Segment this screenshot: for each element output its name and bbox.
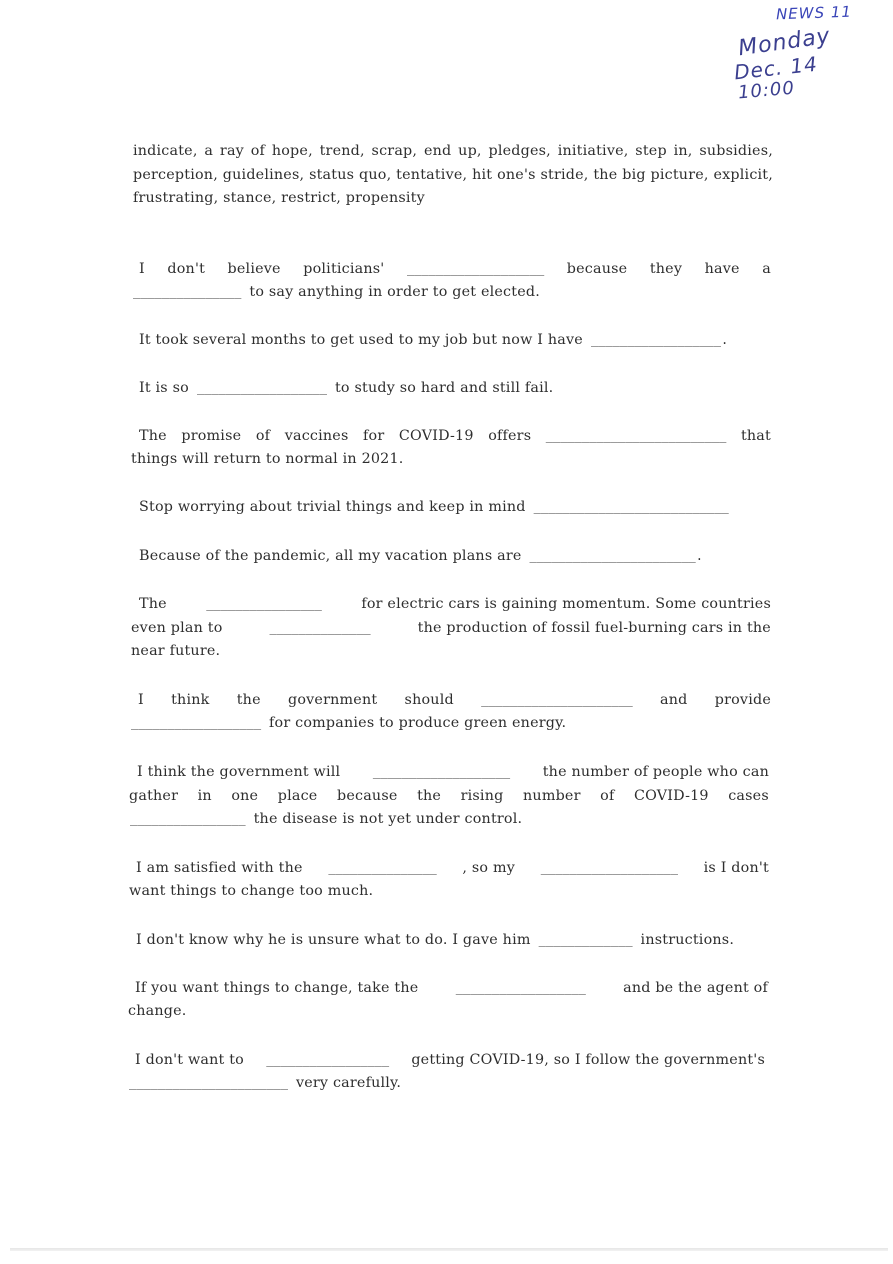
word: offers [488, 428, 532, 444]
question-11 [136, 929, 778, 953]
question-4 [139, 425, 771, 449]
word: government [287, 692, 378, 708]
question-10 [136, 857, 769, 881]
question-line [139, 545, 781, 569]
question-line [139, 377, 781, 401]
answer-blank[interactable]: _______________ [133, 285, 242, 299]
answer-blank[interactable]: __________________ [131, 716, 262, 730]
answer-blank[interactable]: ________________ [130, 812, 246, 826]
question-4-line-2 [131, 448, 773, 472]
question-line [139, 258, 771, 282]
word: promise [181, 428, 242, 444]
question-line [139, 496, 781, 520]
answer-blank[interactable]: _______________ [328, 861, 437, 875]
word: number [523, 788, 581, 804]
answer-blank[interactable]: _________________ [266, 1053, 390, 1067]
question-text: change. [128, 1003, 187, 1019]
question-line [138, 689, 771, 713]
word: don't [167, 261, 206, 277]
question-13-line-2 [129, 1072, 771, 1096]
question-2 [139, 329, 781, 353]
question-text: I think the government will [137, 764, 341, 780]
question-text: the number of people who can [542, 764, 769, 780]
question-1 [139, 258, 771, 282]
question-text: is I don't [703, 860, 769, 876]
answer-blank[interactable]: ________________ [206, 597, 322, 611]
question-7-line-2 [131, 617, 771, 641]
question-line [131, 617, 771, 641]
word: in [197, 788, 212, 804]
question-1-line-2 [133, 281, 775, 305]
question-text: things will return to normal in 2021. [131, 451, 404, 467]
word: place [277, 788, 318, 804]
handwritten-day: Monday [736, 23, 833, 62]
question-text: instructions. [640, 932, 735, 948]
question-3 [139, 377, 781, 401]
answer-blank[interactable]: ___________________________ [533, 500, 729, 514]
question-text: getting COVID-19, so I follow the government's [411, 1052, 765, 1068]
question-line [136, 857, 769, 881]
question-line [130, 808, 772, 832]
answer-blank[interactable]: ___________________ [540, 861, 678, 875]
question-9 [137, 761, 769, 785]
word: rising [460, 788, 504, 804]
question-6 [139, 545, 781, 569]
question-text: I don't want to [135, 1052, 244, 1068]
word: COVID-19 [398, 428, 474, 444]
word: that [740, 428, 771, 444]
word: have [704, 261, 740, 277]
question-text: I am satisfied with the [136, 860, 303, 876]
word: cases [728, 788, 769, 804]
word: because [566, 261, 628, 277]
question-text: want things to change too much. [129, 883, 374, 899]
question-text: and be the agent of [623, 980, 768, 996]
answer-blank[interactable]: _________________________ [545, 429, 727, 443]
question-line [129, 1072, 771, 1096]
question-line [135, 977, 768, 1001]
word: a [762, 261, 771, 277]
question-text: to say anything in order to get elected. [249, 284, 540, 300]
question-8 [138, 689, 771, 713]
question-text: Because of the pandemic, all my vacation plans are [139, 548, 522, 564]
question-text: very carefully. [295, 1075, 402, 1091]
answer-blank[interactable]: _____________________ [481, 693, 633, 707]
word: gather [129, 788, 179, 804]
question-line [135, 1049, 765, 1073]
word: the [236, 692, 261, 708]
answer-blank[interactable]: ___________________ [406, 262, 545, 276]
word: of [600, 788, 615, 804]
question-text: even plan to [131, 620, 223, 636]
question-text: to study so hard and still fail. [334, 380, 554, 396]
word: provide [714, 692, 771, 708]
question-line [137, 761, 769, 785]
question-text: near future. [131, 643, 221, 659]
question-line [139, 329, 781, 353]
word: COVID-19 [633, 788, 709, 804]
word: believe [227, 261, 281, 277]
word: of [255, 428, 271, 444]
question-line [139, 593, 771, 617]
scan-edge-divider [10, 1248, 888, 1251]
word: and [660, 692, 688, 708]
question-line [136, 929, 778, 953]
word: I [138, 692, 144, 708]
word: The [139, 428, 167, 444]
question-text: If you want things to change, take the [135, 980, 419, 996]
answer-blank[interactable]: __________________ [455, 981, 586, 995]
question-text: It took several months to get used to my job but now I have [139, 332, 583, 348]
word: politicians' [303, 261, 385, 277]
word: think [171, 692, 210, 708]
answer-blank[interactable]: ______________ [269, 621, 371, 635]
word: the [417, 788, 442, 804]
word: they [649, 261, 683, 277]
word: vaccines [284, 428, 349, 444]
word: one [231, 788, 259, 804]
word: The [139, 596, 167, 612]
question-text: the production of fossil fuel-burning cars in the [417, 620, 771, 636]
question-line [133, 281, 775, 305]
question-line [129, 785, 769, 809]
question-text: , so my [462, 860, 516, 876]
question-12-line-2 [128, 1000, 770, 1024]
answer-blank[interactable]: ___________________ [372, 765, 511, 779]
handwritten-date: Dec. 14 [732, 51, 819, 85]
question-12 [135, 977, 768, 1001]
word: because [336, 788, 398, 804]
word: I [139, 261, 145, 277]
question-9-line-2 [129, 785, 769, 809]
word: for [363, 428, 385, 444]
handwritten-time: 10:00 [737, 77, 796, 104]
answer-blank[interactable]: _____________ [538, 933, 633, 947]
question-13 [135, 1049, 765, 1073]
answer-blank[interactable]: __________________. [590, 333, 729, 347]
question-text: for electric cars is gaining momentum. Some countries [361, 596, 771, 612]
question-text: It is so [139, 380, 189, 396]
word-bank: indicate, a ray of hope, trend, scrap, end up, pledges, initiative, step in, subsidies, perception, guidelines, status quo, tentative, hit one's stride, the big picture, explicit, frustrating, stance, restrict, propensity [133, 143, 773, 206]
question-text: the disease is not yet under control. [253, 811, 523, 827]
handwritten-label: NEWS 11 [775, 2, 853, 24]
answer-blank[interactable]: __________________ [196, 381, 327, 395]
question-text: I don't know why he is unsure what to do. I gave him [136, 932, 531, 948]
question-line [131, 712, 773, 736]
question-line [139, 425, 771, 449]
question-text: Stop worrying about trivial things and keep in mind [139, 499, 526, 515]
word: should [404, 692, 454, 708]
question-9-line-3 [130, 808, 772, 832]
question-8-line-2 [131, 712, 773, 736]
question-7 [139, 593, 771, 617]
question-text: for companies to produce green energy. [269, 715, 567, 731]
question-10-line-2 [129, 880, 771, 904]
answer-blank[interactable]: _______________________. [529, 549, 703, 563]
answer-blank[interactable]: ______________________ [129, 1076, 288, 1090]
question-7-line-3 [131, 640, 773, 664]
question-5 [139, 496, 781, 520]
